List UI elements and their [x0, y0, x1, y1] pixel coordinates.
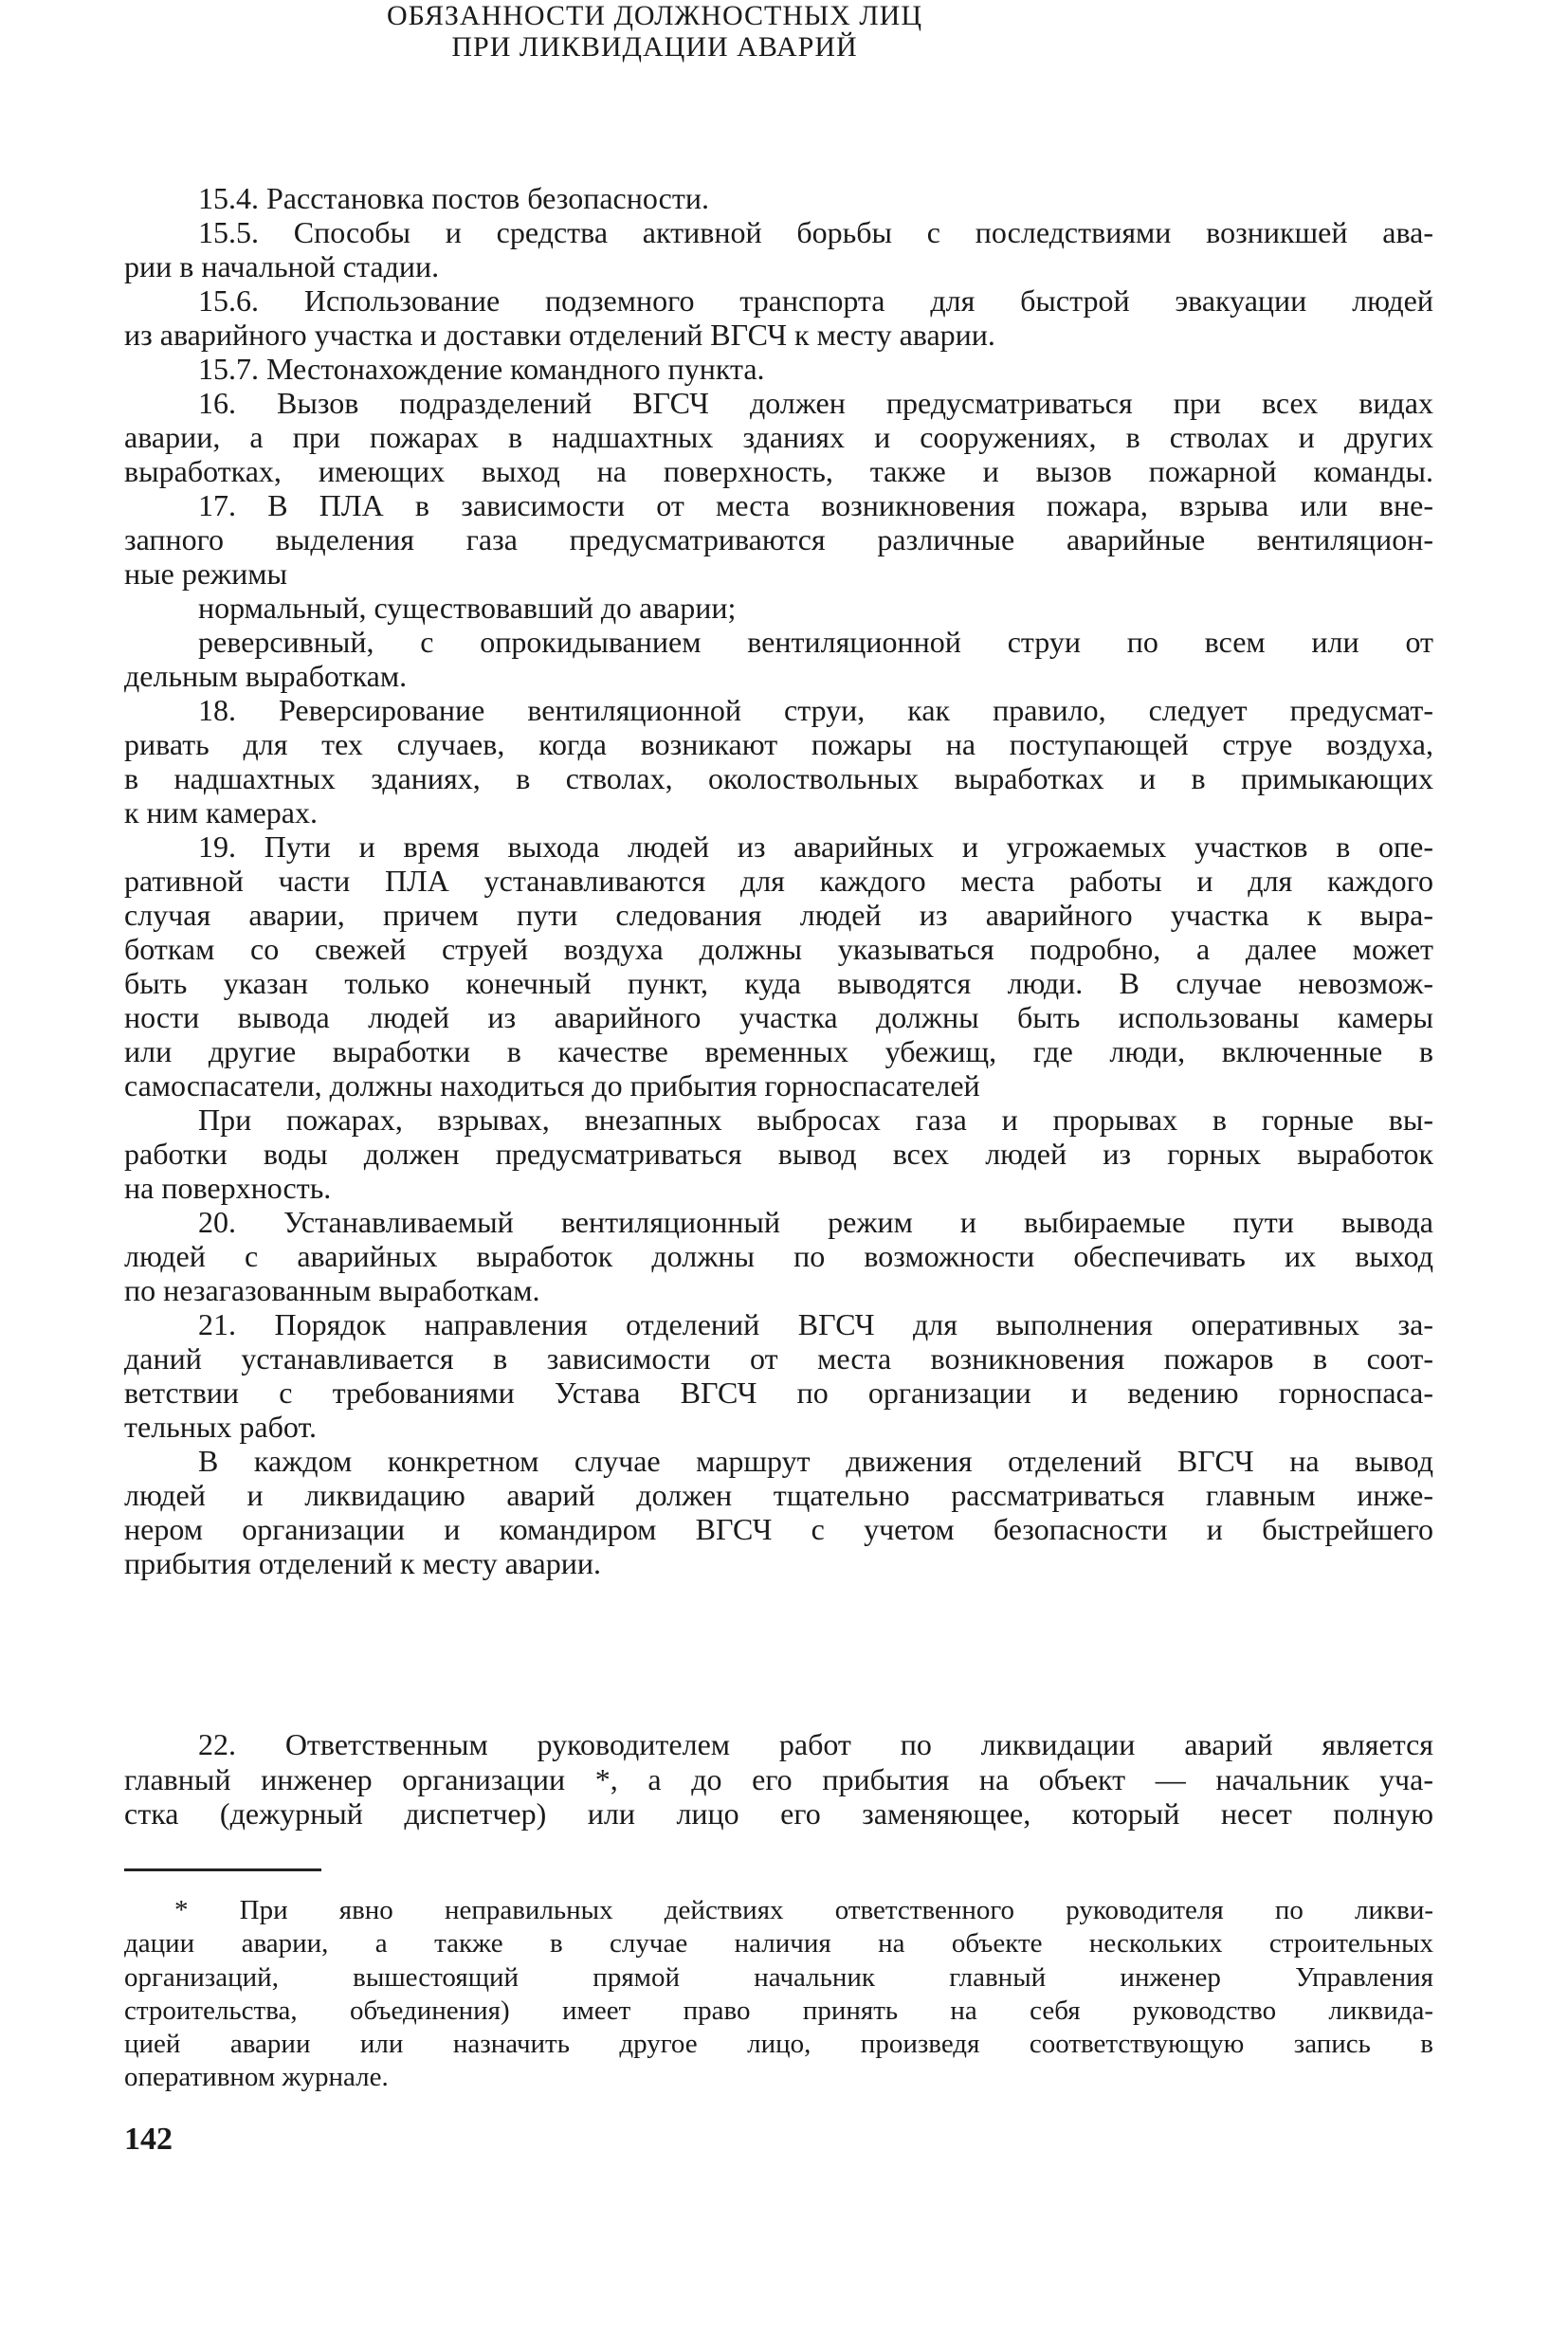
text-line: В каждом конкретном случае маршрут движения отделений ВГСЧ на вывод [198, 1444, 1433, 1478]
text-line: выработках, имеющих выход на поверхность, также и вызов пожарной команды. [124, 454, 1433, 488]
paragraph [124, 215, 1433, 283]
text-line: в надшахтных зданиях, в стволах, околоствольных выработках и в примыкающих [124, 761, 1433, 795]
text-line: дельным выработкам. [124, 659, 408, 693]
paragraph [124, 1307, 1433, 1444]
section-heading [0, 0, 1309, 63]
text-line: нормальный, существовавший до аварии; [198, 591, 737, 625]
text-line: аварии, а при пожарах в надшахтных зданиях и сооружениях, в стволах и других [124, 420, 1433, 454]
text-line: людей и ликвидацию аварий должен тщательно рассматриваться главным инже- [124, 1478, 1433, 1512]
text-line: быть указан только конечный пункт, куда выводятся люди. В случае невозмож- [124, 966, 1433, 1000]
text-line: самоспасатели, должны находиться до прибытия горноспасателей [124, 1068, 980, 1103]
text-line: на поверхность. [124, 1171, 332, 1205]
footnote-divider [124, 1868, 321, 1871]
paragraph [124, 386, 1433, 488]
text-line: дации аварии, а также в случае наличия на объекте нескольких строительных [124, 1928, 1433, 1959]
paragraph [124, 1727, 1433, 1832]
paragraph-22 [124, 1727, 1433, 1832]
paragraph [124, 352, 1433, 386]
text-line: тельных работ. [124, 1410, 318, 1444]
text-line: ности вывода людей из аварийного участка должны быть использованы камеры [124, 1000, 1433, 1034]
text-line: случая аварии, причем пути следования людей из аварийного участка к выра- [124, 898, 1433, 932]
text-line: к ним камерах. [124, 795, 318, 829]
text-line: 18. Реверсирование вентиляционной струи, как правило, следует предусмат- [198, 693, 1433, 727]
text-line: оперативном журнале. [124, 2062, 389, 2093]
paragraph [124, 1103, 1433, 1205]
text-line: 15.4. Расстановка постов безопасности. [198, 181, 709, 215]
text-line: рии в начальной стадии. [124, 249, 440, 283]
text-line: 21. Порядок направления отделений ВГСЧ для выполнения оперативных за- [198, 1307, 1433, 1341]
paragraph [124, 283, 1433, 352]
footnote [124, 1894, 1433, 2095]
page-number: 142 [124, 2122, 173, 2157]
text-line: ривать для тех случаев, когда возникают пожары на поступающей струе воздуха, [124, 727, 1433, 761]
text-line: стка (дежурный диспетчер) или лицо его заменяющее, который несет полную [124, 1796, 1433, 1831]
body-text [124, 181, 1433, 1580]
text-line: ративной части ПЛА устанавливаются для каждого места работы и для каждого [124, 864, 1433, 898]
text-line: людей с аварийных выработок должны по возможности обеспечивать их выход [124, 1239, 1433, 1273]
text-line: ветствии с требованиями Устава ВГСЧ по организации и ведению горноспаса- [124, 1376, 1433, 1410]
paragraph [124, 693, 1433, 829]
text-line: При пожарах, взрывах, внезапных выбросах газа и прорывах в горные вы- [198, 1103, 1433, 1137]
text-line: даний устанавливается в зависимости от места возникновения пожаров в соот- [124, 1341, 1433, 1376]
paragraph [124, 488, 1433, 591]
text-line: нером организации и командиром ВГСЧ с учетом безопасности и быстрейшего [124, 1512, 1433, 1546]
text-line: цией аварии или назначить другое лицо, произведя соответствующую запись в [124, 2029, 1433, 2060]
text-line: строительства, объединения) имеет право принять на себя руководство ликвида- [124, 1995, 1433, 2026]
text-line: 15.5. Способы и средства активной борьбы с последствиями возникшей ава- [198, 215, 1433, 249]
text-line: 22. Ответственным руководителем работ по ликвидации аварий является [198, 1727, 1433, 1761]
text-line: 16. Вызов подразделений ВГСЧ должен предусматриваться при всех видах [198, 386, 1433, 420]
paragraph [124, 625, 1433, 693]
paragraph [124, 1444, 1433, 1580]
text-line: организаций, вышестоящий прямой начальник главный инженер Управления [124, 1961, 1433, 1993]
paragraph [124, 829, 1433, 1103]
text-line: 17. В ПЛА в зависимости от места возникновения пожара, взрыва или вне- [198, 488, 1433, 522]
text-line: 20. Устанавливаемый вентиляционный режим и выбираемые пути вывода [198, 1205, 1433, 1239]
text-line: реверсивный, с опрокидыванием вентиляционной струи по всем или от [198, 625, 1433, 659]
text-line: по незагазованным выработкам. [124, 1273, 540, 1307]
text-line: прибытия отделений к месту аварии. [124, 1546, 601, 1580]
text-line: запного выделения газа предусматриваются различные аварийные вентиляцион- [124, 522, 1433, 556]
section-heading-line-1: ОБЯЗАННОСТИ ДОЛЖНОСТНЫХ ЛИЦ [386, 0, 923, 31]
paragraph [124, 181, 1433, 215]
text-line: * При явно неправильных действиях ответственного руководителя по ликви- [174, 1895, 1433, 1925]
paragraph [124, 1205, 1433, 1307]
paragraph [124, 591, 1433, 625]
text-line: 15.6. Использование подземного транспорта для быстрой эвакуации людей [198, 283, 1433, 318]
text-line: работки воды должен предусматриваться вывод всех людей из горных выработок [124, 1137, 1433, 1171]
text-line: боткам со свежей струей воздуха должны указываться подробно, а далее может [124, 932, 1433, 966]
footnote-text [124, 1894, 1433, 2095]
text-line: из аварийного участка и доставки отделений ВГСЧ к месту аварии. [124, 318, 995, 352]
text-line: или другие выработки в качестве временных убежищ, где люди, включенные в [124, 1034, 1433, 1068]
text-line: ные режимы [124, 556, 288, 591]
text-line: главный инженер организации *, а до его прибытия на объект — начальник уча- [124, 1761, 1433, 1796]
section-heading-line-2: ПРИ ЛИКВИДАЦИИ АВАРИЙ [451, 31, 858, 63]
text-line: 15.7. Местонахождение командного пункта. [198, 352, 765, 386]
text-line: 19. Пути и время выхода людей из аварийных и угрожаемых участков в опе- [198, 829, 1433, 864]
